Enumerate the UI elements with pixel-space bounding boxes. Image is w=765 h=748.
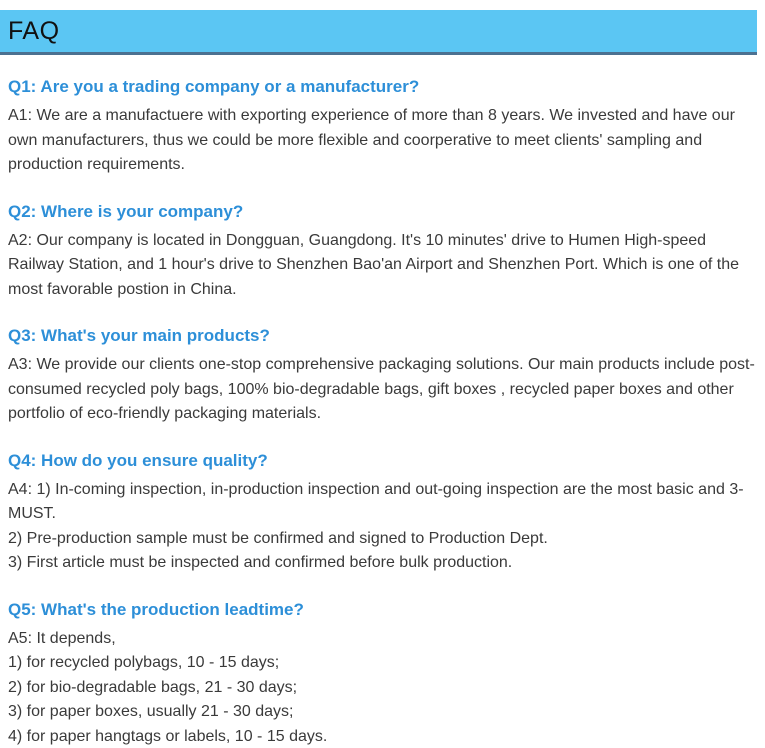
answer-a1: A1: We are a manufactuere with exporting experience of more than 8 years. We invested and have our own manufacturers, thus we could be more flexible and coorperative to meet clients' sampling and production requirements.	[8, 107, 735, 173]
answer-a5-line-5: 4) for paper hangtags or labels, 10 - 15 days.	[8, 727, 328, 745]
answer-a5-line-1: A5: It depends,	[8, 629, 116, 647]
answer-a5-line-2: 1) for recycled polybags, 10 - 15 days;	[8, 654, 280, 671]
faq-section-q5	[8, 600, 757, 748]
question-q5: Q5: What's the production leadtime?	[8, 599, 304, 619]
question-q2: Q2: Where is your company?	[8, 201, 244, 221]
answer-a5-line-3: 2) for bio-degradable bags, 21 - 30 days;	[8, 678, 298, 696]
answer-a4-line-2: 2) Pre-production sample must be confirmed and signed to Production Dept.	[8, 529, 548, 547]
answer-a2: A2: Our company is located in Dongguan, Guangdong. It's 10 minutes' drive to Humen High-speed Railway Station, and 1 hour's drive to Shenzhen Bao'an Airport and Shenzhen Port. Which is one of the most favorable postion in China.	[8, 231, 739, 298]
answer-a5-line-4: 3) for paper boxes, usually 21 - 30 days;	[8, 703, 294, 720]
faq-section-q2	[8, 202, 757, 303]
faq-section-q3	[8, 326, 757, 427]
faq-header	[0, 10, 757, 55]
faq-content	[8, 77, 757, 748]
question-q1: Q1: Are you a trading company or a manufacturer?	[8, 77, 420, 96]
answer-a4-line-3: 3) First article must be inspected and confirmed before bulk production.	[8, 554, 513, 571]
answer-a3: A3: We provide our clients one-stop comprehensive packaging solutions. Our main products include post-consumed recycled poly bags, 100% bio-degradable bags, gift boxes , recycled paper boxes and other portfolio of eco-friendly packaging materials.	[8, 356, 755, 422]
faq-title: FAQ	[8, 16, 60, 45]
question-q3: Q3: What's your main products?	[8, 326, 270, 345]
question-q4: Q4: How do you ensure quality?	[8, 450, 268, 470]
faq-section-q4	[8, 451, 757, 576]
answer-a4-line-1: A4: 1) In-coming inspection, in-production inspection and out-going inspection are the most basic and 3-MUST.	[8, 480, 744, 522]
faq-section-q1	[8, 77, 757, 178]
